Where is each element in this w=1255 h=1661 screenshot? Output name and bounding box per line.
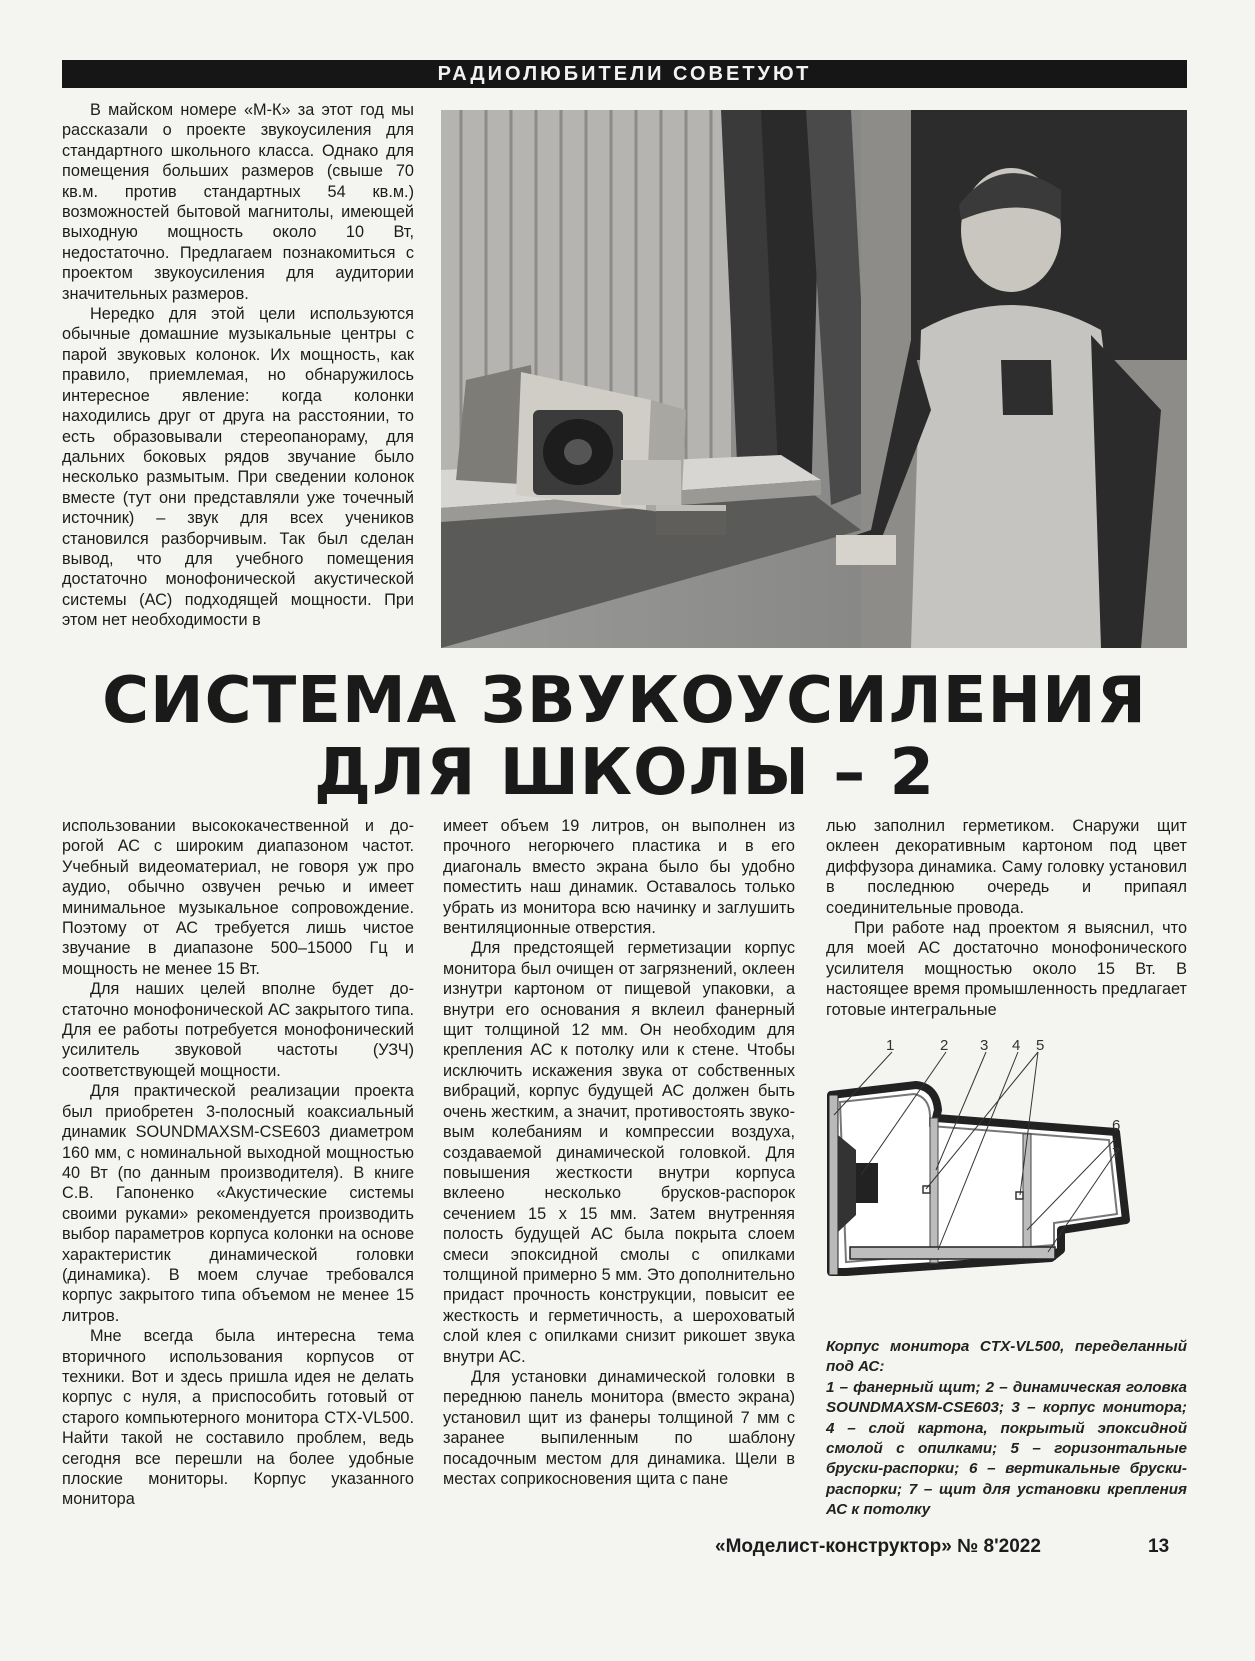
title-line-2: ДЛЯ ШКОЛЫ – 2 [313,736,936,810]
caption-body: 1 – фанерный щит; 2 – динамическая головка SOUNDMAXSM-CSE603; 3 – корпус монитора; 4 – слой картона, покрытый эпоксидной смолой с опилками; 5 – горизонтальные бруски-распорки; 6 – вертикальные бруски-распорки; 7 – щит для установки крепления АС к потолку [826,1378,1187,1519]
intro-paragraph: Нередко для этой цели используются обычные домашние музыкальные центры с парой звуковых колонок. Их мощность, как правило, приемлемая, но обнаружилось интересное явление: когда колонки находились друг от друга на расстоянии, то есть образовывали стереопанораму, для дальних боковых рядов звучание было несколько размытым. При сведении колонок вместе (тут они представляли уже точечный источник) – звук для всех учеников становился разборчивым. Так был сделан вывод, что для учебного помещения достаточно монофонической акустической системы (АС) подходящей мощности. При этом нет необходимости в [62,305,414,630]
column-paragraph: Для установки динамической головки в переднюю панель монитора (вместо экрана) установил щит из фанеры толщиной 7 мм с заранее выпиленным по шаблону посадочным местом для динамика. Щели в местах соприкосновения щита с пане [443,1367,795,1488]
diagram-label: 2 [940,1040,949,1054]
diagram-label: 1 [886,1040,895,1054]
horizontal-brace [1016,1192,1023,1199]
page-number: 13 [1148,1536,1170,1557]
article-photo [441,110,1187,648]
vertical-brace [1023,1134,1031,1259]
column-paragraph: использовании высококачественной и дорогой АС с широким диапазоном частот. Учебный видеоматериал, не говоря уж про аудио, обычно озвучен речью и имеет минимальное музыкальное сопровождение. Поэтому от АС требуется лишь чистое звучание в диапазоне 500–15000 Гц и мощность не менее 15 Вт. [62,817,414,978]
figure-caption [826,1337,1187,1521]
speaker-diagram [826,1040,1191,1330]
column-paragraph: Для предстоящей герметизации корпус монитора был очищен от загрязнений, оклеен изнутри картоном от пищевой упаковки, а внутри его основания я вклеил фанерный щит толщиной 12 мм. Он необходим для крепления АС к потолку или к стене. Чтобы исключить искажения звука от собственных вибраций, корпус будущей АС должен быть очень жестким, а значит, противостоять звуковым колебаниям и компрессии воздуха, создаваемой динамической головкой. Для повышения жесткости внутри корпуса вклеено несколько брусков-распорок сечением 15 х 15 мм. Затем внутренняя полость будущей АС была покрыта слоем смеси эпоксидной смолы с опилками толщиной примерно 5 мм. Это дополнительно придаст прочность конструкции, повысит ее жесткость и герметичность, а шероховатый слой клея с опилками снизит рикошет звука внутри АС. [443,939,795,1366]
column-paragraph: имеет объем 19 литров, он выполнен из прочного негорючего пластика и в его диагональ вместо экрана было бы удобно поместить наш динамик. Оставалось только убрать из монитора всю начинку и заглушить вентиляционные отверстия. [443,817,795,938]
photo-illustration [441,110,1187,648]
intro-paragraph: В майском номере «М-К» за этот год мы рассказали о проекте звукоусиления для стандартного школьного класса. Однако для помещения больших размеров (свыше 70 кв.м. против стандартных 54 кв.м.) возможностей бытовой магнитолы, имеющей выходную мощность около 10 Вт, недостаточно. Предлагаем познакомиться с проектом звукоусиления для аудитории значительных размеров. [62,101,414,303]
diagram-label: 3 [980,1040,989,1054]
diagram-label: 7 [1112,1145,1121,1162]
speaker-cross-section [826,1040,1191,1330]
column-2 [443,816,795,1489]
horizontal-brace [923,1186,930,1193]
diagram-label: 6 [1112,1117,1121,1134]
column-paragraph: Для практической реализации проекта был приобретен 3-полосный коаксиальный динамик SOUNDMAXSM-CSE603 диаметром 160 мм, с номинальной выходной мощностью 40 Вт (по данным производителя). В книге С.В. Гапоненко «Акустические системы своими руками» рекомендуется производить выбор параметров корпуса колонки на основе характеристик динамической головки (динамика). В моем случае требовался корпус закрытого типа объемом не менее 15 литров. [62,1082,414,1325]
article-title [62,665,1187,809]
column-3 [826,816,1187,1020]
front-plywood-panel [829,1095,838,1275]
footer-magazine: «Моделист-конструктор» № 8'2022 [715,1536,1041,1557]
diagram-label: 4 [1012,1040,1021,1054]
caption-title: Корпус монитора CTX-VL500, переделанный под АС: [826,1338,1187,1376]
column-paragraph: лью заполнил герметиком. Снаружи щит оклеен декоративным картоном под цвет диффузора динамика. Саму головку установил в последнюю очередь и припаял соединительные провода. [826,817,1187,917]
mounting-board [850,1247,1055,1259]
column-1 [62,816,414,1510]
section-header: РАДИОЛЮБИТЕЛИ СОВЕТУЮТ [62,60,1187,88]
column-paragraph: Мне всегда была интересна тема вторичного использования корпусов от техники. Вот и здесь пришла идея не делать корпус с нуля, а приспособить готовый от старого компьютерного монитора CTX-VL500. Найти такой не составило проблем, ведь сегодня все перешли на более удобные плоские мониторы. Корпус указанного монитора [62,1327,414,1509]
title-line-1: СИСТЕМА ЗВУКОУСИЛЕНИЯ [102,664,1147,738]
column-paragraph: Для наших целей вполне будет достаточно монофонической АС закрытого типа. Для ее работы потребуется монофонический усилитель звуковой частоты (УЗЧ) соответствующей мощности. [62,980,414,1080]
vertical-brace [930,1118,938,1263]
diagram-label: 5 [1036,1040,1045,1054]
intro-column [62,100,414,631]
speaker-magnet [856,1163,878,1203]
speaker-cone [838,1135,856,1232]
column-paragraph: При работе над проектом я выяснил, что для моей АС достаточно монофонического усилителя мощностью около 15 Вт. В настоящее время промышленность предлагает готовые интегральные [826,919,1187,1019]
